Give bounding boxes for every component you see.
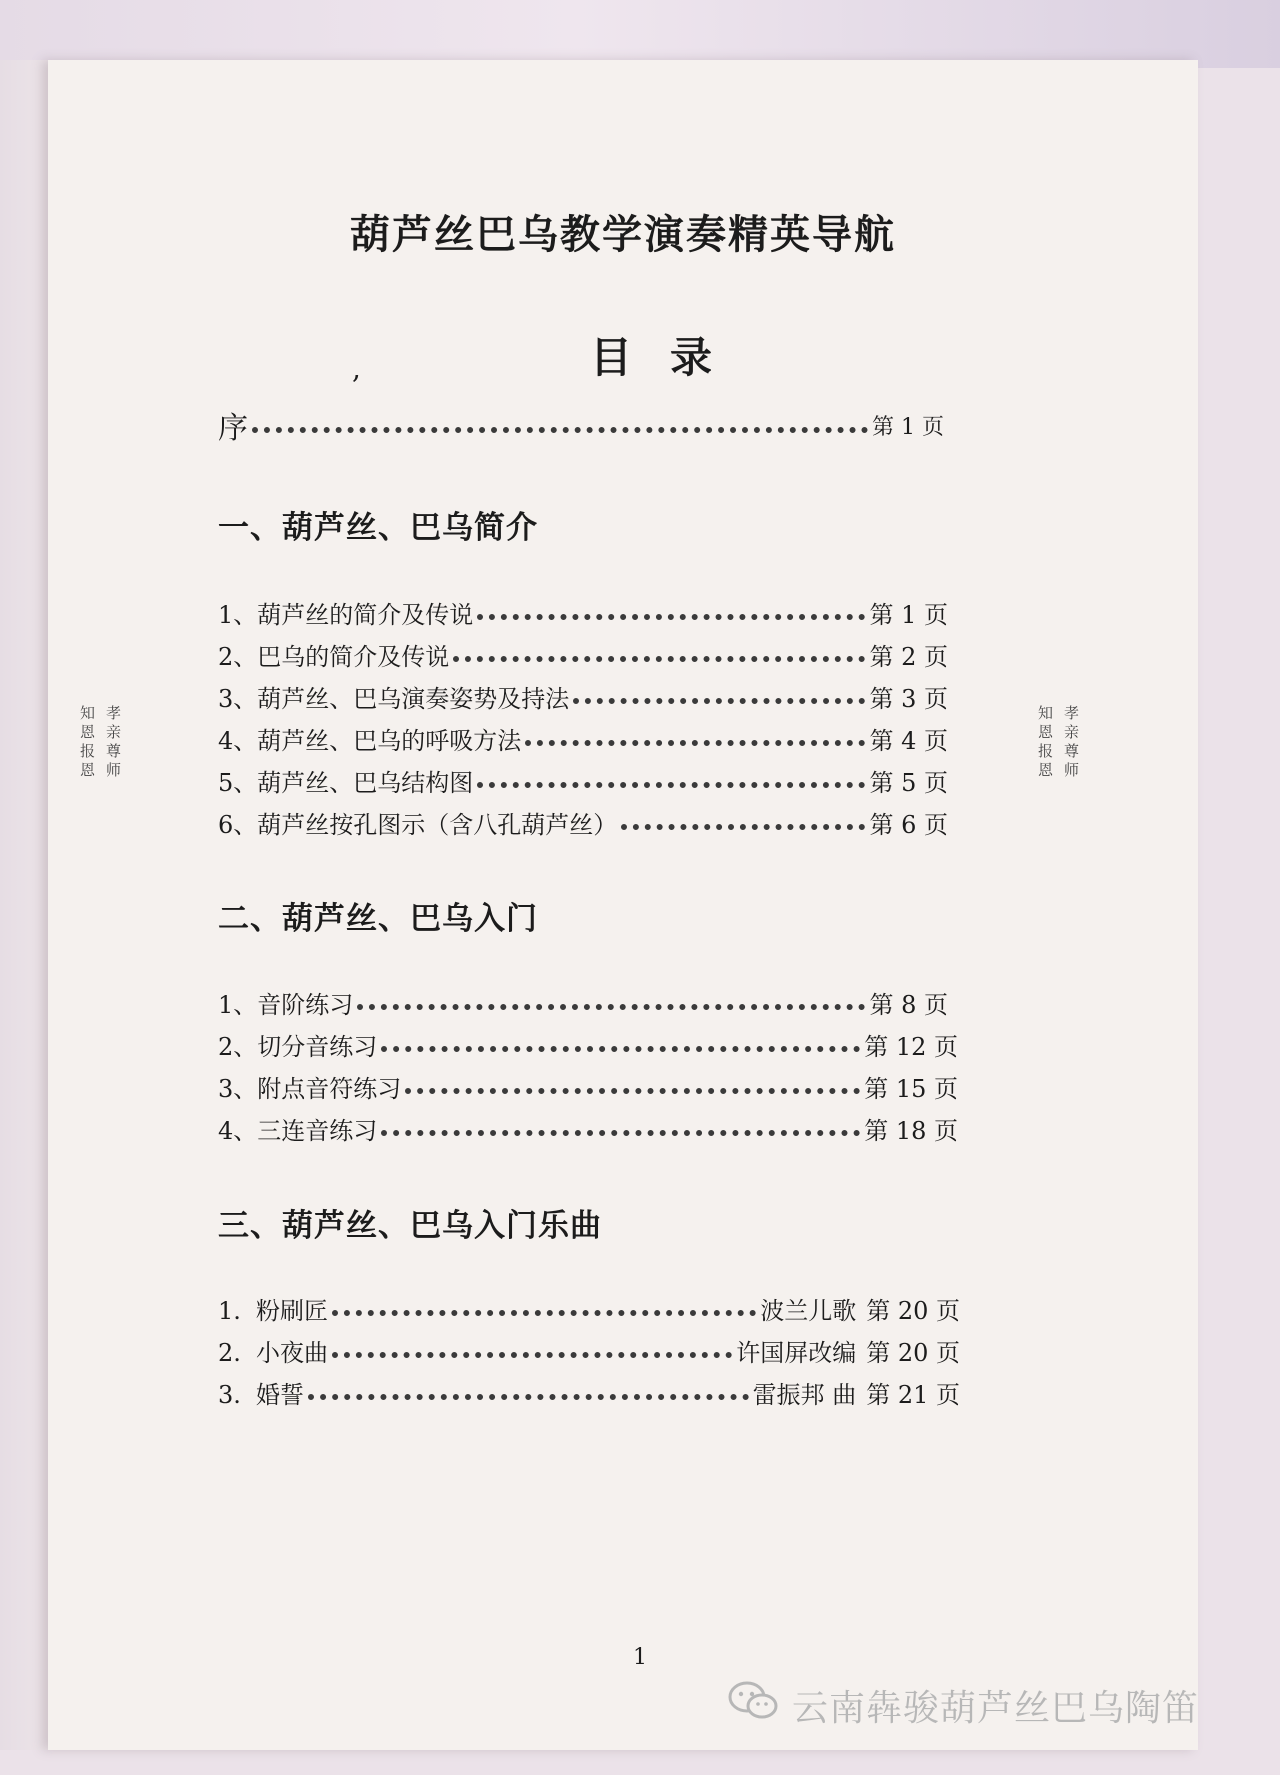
- toc-entry-page: 第 1 页: [872, 414, 944, 440]
- toc-entry-label: 三连音练习: [257, 1116, 378, 1145]
- toc-entry-label: 附点音符练习: [257, 1074, 402, 1103]
- toc-entry-label: 粉刷匠: [256, 1296, 328, 1325]
- page-number: 1: [633, 1645, 647, 1670]
- leader-dots: [357, 1004, 865, 1010]
- toc-entry-page: 第 1 页: [869, 600, 948, 629]
- toc-entry-label: 小夜曲: [256, 1338, 328, 1367]
- leader-dots: [381, 1046, 860, 1052]
- toc-entry: [218, 802, 948, 842]
- side-note-line: 知恩报恩: [78, 705, 96, 781]
- side-note-line: 知恩报恩: [1036, 705, 1054, 781]
- toc-entry: [218, 592, 948, 632]
- leader-dots: [573, 698, 865, 704]
- toc-entry: [218, 634, 948, 674]
- toc-entry-page: 第 20 页: [866, 1338, 960, 1367]
- toc-entry-number: 1.: [218, 1296, 241, 1325]
- toc-entry-number: 6、: [218, 810, 258, 839]
- toc-entry-label: 葫芦丝、巴乌结构图: [257, 768, 474, 797]
- toc-entry-number: 3、: [218, 1074, 258, 1103]
- toc-entry-page: 第 4 页: [869, 726, 948, 755]
- leader-dots: [252, 427, 868, 433]
- leader-dots: [381, 1130, 860, 1136]
- toc-entry: [218, 718, 948, 758]
- side-note-left: [78, 705, 126, 781]
- watermark-text: 云南犇骏葫芦丝巴乌陶笛: [792, 1688, 1200, 1729]
- toc-entry-page: 第 21 页: [866, 1380, 960, 1409]
- toc-entry-label: 葫芦丝的简介及传说: [257, 600, 474, 629]
- book-title: 葫芦丝巴乌教学演奏精英导航: [350, 211, 896, 258]
- toc-entry: [218, 1288, 960, 1328]
- toc-entry-label: 巴乌的简介及传说: [257, 642, 450, 671]
- toc-entry-number: 4、: [218, 726, 258, 755]
- toc-entry-composer: 许国屏改编: [736, 1338, 857, 1367]
- toc-entry-page: 第 18 页: [864, 1116, 958, 1145]
- leader-dots: [525, 740, 865, 746]
- toc-entry-page: 第 20 页: [866, 1296, 960, 1325]
- toc-entry-number: 2、: [218, 642, 258, 671]
- toc-entry-page: 第 8 页: [869, 990, 948, 1019]
- toc-entry-number: 2、: [218, 1032, 258, 1061]
- section-heading: 二、葫芦丝、巴乌入门: [218, 901, 538, 937]
- toc-entry-composer: 雷振邦 曲: [752, 1380, 857, 1409]
- toc-entry-number: 3.: [218, 1380, 241, 1409]
- watermark: [728, 1680, 1199, 1731]
- left-page-edge: [0, 60, 48, 1750]
- toc-entry-page: 第 3 页: [869, 684, 948, 713]
- toc-entry-number: 3、: [218, 684, 258, 713]
- toc-entry-number: 2.: [218, 1338, 241, 1367]
- leader-dots: [621, 824, 865, 830]
- section-heading: 三、葫芦丝、巴乌入门乐曲: [218, 1208, 602, 1244]
- toc-entry: [218, 1330, 960, 1370]
- toc-entry-label: 葫芦丝、巴乌演奏姿势及持法: [257, 684, 570, 713]
- toc-entry-label: 婚誓: [256, 1380, 304, 1409]
- toc-entry-number: 5、: [218, 768, 258, 797]
- leader-dots: [308, 1394, 749, 1400]
- toc-entry-label: 葫芦丝按孔图示（含八孔葫芦丝）: [257, 810, 618, 839]
- toc-entry-number: 1、: [218, 600, 258, 629]
- side-note-right: [1036, 705, 1084, 781]
- toc-entry-page: 第 12 页: [864, 1032, 958, 1061]
- scan-background: [0, 0, 1280, 68]
- leader-dots: [332, 1310, 756, 1316]
- toc-entry: [218, 676, 948, 716]
- toc-entry-label: 切分音练习: [257, 1032, 378, 1061]
- toc-entry-page: 第 6 页: [869, 810, 948, 839]
- leader-dots: [453, 656, 865, 662]
- toc-entry: [218, 1024, 958, 1064]
- toc-entry: [218, 1108, 958, 1148]
- wechat-icon: [728, 1680, 780, 1731]
- toc-entry-page: 第 2 页: [869, 642, 948, 671]
- side-note-line: 孝亲尊师: [1062, 705, 1080, 781]
- toc-entry-composer: 波兰儿歌: [760, 1296, 857, 1325]
- side-note-line: 孝亲尊师: [104, 705, 122, 781]
- toc-entry-number: 1、: [218, 990, 258, 1019]
- toc-entry: [218, 982, 948, 1022]
- toc-entry-page: 第 5 页: [869, 768, 948, 797]
- section-heading: 一、葫芦丝、巴乌简介: [218, 510, 538, 546]
- toc-entry-label: 序: [218, 411, 248, 446]
- toc-entry: [218, 1372, 960, 1412]
- leader-dots: [405, 1088, 860, 1094]
- toc-entry: [218, 1066, 958, 1106]
- leader-dots: [332, 1352, 732, 1358]
- toc-entry-preface: [218, 405, 944, 445]
- toc-entry-label: 葫芦丝、巴乌的呼吸方法: [257, 726, 522, 755]
- toc-entry-page: 第 15 页: [864, 1074, 958, 1103]
- toc-entry: [218, 760, 948, 800]
- leader-dots: [477, 614, 865, 620]
- toc-entry-label: 音阶练习: [257, 990, 354, 1019]
- leader-dots: [477, 782, 865, 788]
- stray-mark: ,: [352, 352, 361, 385]
- toc-heading: 目录: [590, 333, 751, 382]
- toc-entry-number: 4、: [218, 1116, 258, 1145]
